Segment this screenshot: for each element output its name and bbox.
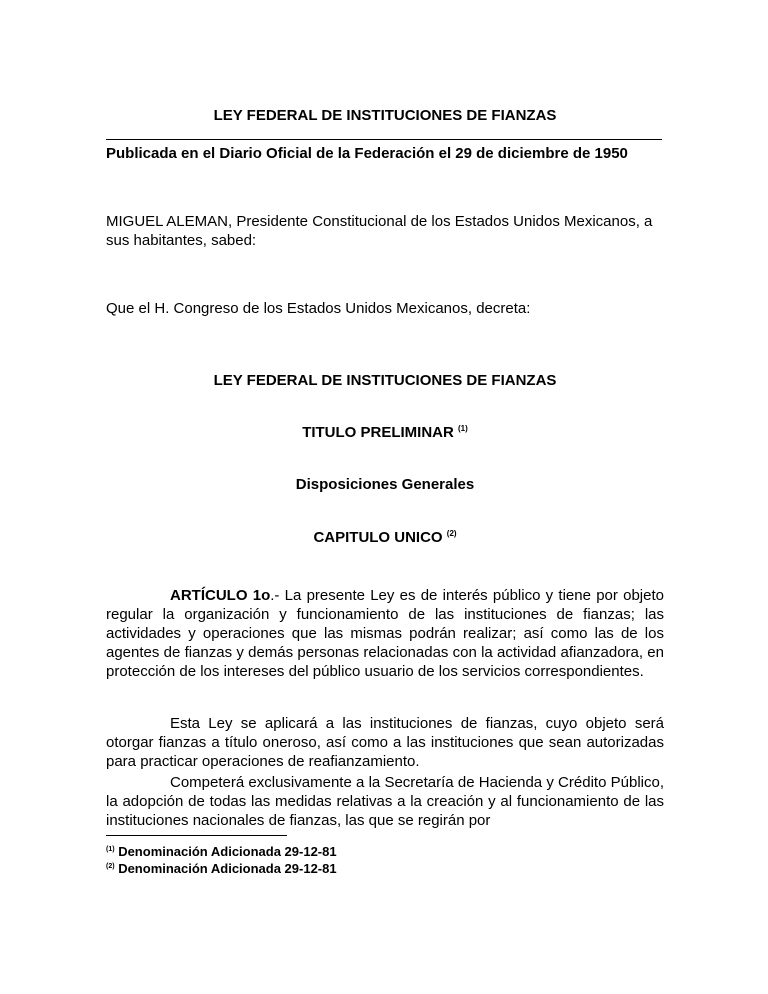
footnote-ref-2: (2) xyxy=(446,529,457,538)
title-divider xyxy=(106,139,662,140)
footnote-1 xyxy=(106,843,337,860)
chapter-heading-text: CAPITULO UNICO xyxy=(313,529,443,546)
footnote-2 xyxy=(106,860,337,877)
article-1-label: ARTÍCULO 1o xyxy=(170,587,271,604)
subtitle-heading: Disposiciones Generales xyxy=(295,476,475,493)
footnote-ref-1: (1) xyxy=(458,424,468,433)
publication-line: Publicada en el Diario Oficial de la Federación el 29 de diciembre de 1950 xyxy=(106,145,628,162)
law-heading: LEY FEDERAL DE INSTITUCIONES DE FIANZAS xyxy=(213,372,557,389)
footnote-2-text: Denominación Adicionada 29-12-81 xyxy=(118,861,337,876)
chapter-heading xyxy=(106,528,664,547)
article-1-paragraph-2: Esta Ley se aplicará a las instituciones de fianzas, cuyo objeto será otorgar fianzas a título oneroso, así como a las instituciones que sean autorizadas para practicar operaciones de reafianzamiento. xyxy=(106,715,664,770)
footnote-divider xyxy=(106,835,287,836)
article-1-text: .- La presente Ley es de interés público y tiene por objeto regular la organización y funcionamiento de las instituciones de fianzas; las actividades y operaciones que las mismas podrán realizar; así como las de los agentes de fianzas y demás personas relacionadas con la actividad afianzadora, en protección de los intereses del público usuario de los servicios correspondientes. xyxy=(106,587,664,680)
promulgation-paragraph: MIGUEL ALEMAN, Presidente Constitucional de los Estados Unidos Mexicanos, a sus habitantes, sabed: xyxy=(106,213,653,249)
title-heading xyxy=(106,423,664,442)
document-title: LEY FEDERAL DE INSTITUCIONES DE FIANZAS xyxy=(213,107,557,124)
footnote-1-mark: (1) xyxy=(106,846,115,853)
article-1-paragraph-1 xyxy=(106,586,664,681)
decree-paragraph: Que el H. Congreso de los Estados Unidos Mexicanos, decreta: xyxy=(106,300,531,317)
footnote-2-mark: (2) xyxy=(106,863,115,870)
title-heading-text: TITULO PRELIMINAR xyxy=(302,424,454,441)
article-1-paragraph-3: Competerá exclusivamente a la Secretaría de Hacienda y Crédito Público, la adopción de todas las medidas relativas a la creación y al funcionamiento de las instituciones nacionales de fianzas, las que se regirán por xyxy=(106,774,664,829)
footnote-1-text: Denominación Adicionada 29-12-81 xyxy=(118,844,337,859)
